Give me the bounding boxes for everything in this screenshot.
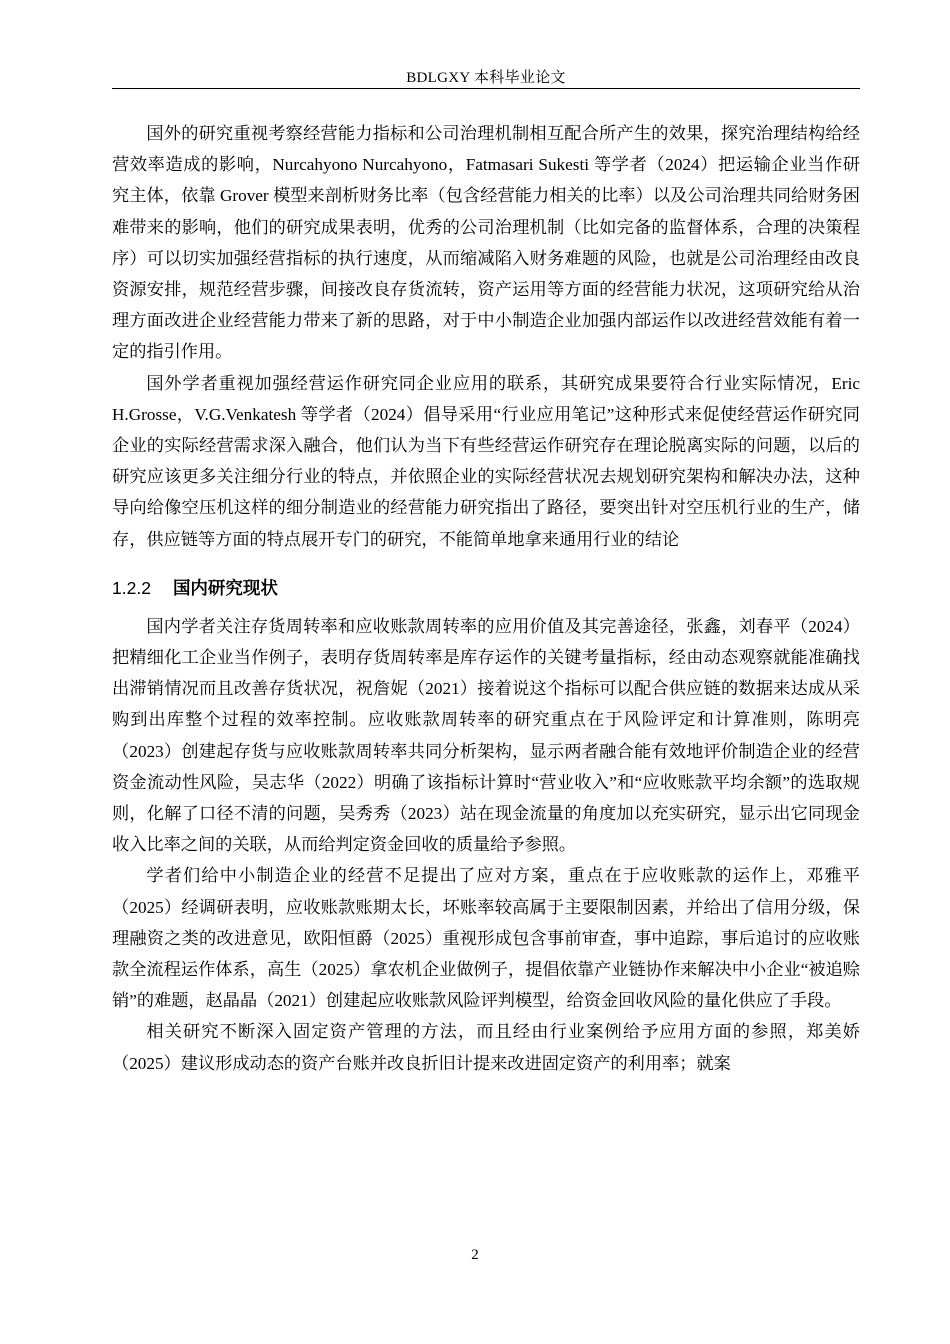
- paragraph-fixed-assets: 相关研究不断深入固定资产管理的方法，而且经由行业案例给予应用方面的参照，郑美娇（2025）建议形成动态的资产台账并改良折旧计提来改进固定资产的利用率；就案: [112, 1022, 860, 1073]
- running-header: BDLGXY 本科毕业论文: [406, 70, 566, 86]
- section-number: 1.2.2: [112, 577, 151, 598]
- section-heading: [112, 573, 860, 604]
- section-title: 国内研究现状: [172, 578, 278, 599]
- paragraph-foreign-application: 国外学者重视加强经营运作研究同企业应用的联系，其研究成果要符合行业实际情况，Eric H.Grosse，V.G.Venkatesh 等学者（2024）倡导采用“行业应用笔记”这种形式来促使经营运作研究同企业的实际经营需求深入融合，他们认为当下有些经营运作研究存在理论脱离实际的问题，以后的研究应该更多关注细分行业的特点，并依照企业的实际经营状况去规划研究架构和解决办法，这种导向给像空压机这样的细分制造业的经营能力研究指出了路径，要突出针对空压机行业的生产，储存，供应链等方面的特点展开专门的研究，不能简单地拿来通用行业的结论: [112, 373, 860, 549]
- paragraph-domestic-receivables: 学者们给中小制造企业的经营不足提出了应对方案，重点在于应收账款的运作上，邓雅平（2025）经调研表明，应收账款账期太长，坏账率较高属于主要限制因素，并给出了信用分级，保理融资之类的改进意见，欧阳恒爵（2025）重视形成包含事前审查，事中追踪，事后追讨的应收账款全流程运作体系，高生（2025）拿农机企业做例子，提倡依靠产业链协作来解决中小企业“被追赊销”的难题，赵晶晶（2021）创建起应收账款风险评判模型，给资金回收风险的量化供应了手段。: [112, 866, 860, 1011]
- header-divider: [112, 88, 860, 89]
- paragraph-domestic-turnover: 国内学者关注存货周转率和应收账款周转率的应用价值及其完善途径，张鑫，刘春平（2024）把精细化工企业当作例子，表明存货周转率是库存运作的关键考量指标，经由动态观察就能准确找出滞销情况而且改善存货状况，祝詹妮（2021）接着说这个指标可以配合供应链的数据来达成从采购到出库整个过程的效率控制。应收账款周转率的研究重点在于风险评定和计算准则，陈明亮（2023）创建起存货与应收账款周转率共同分析架构，显示两者融合能有效地评价制造企业的经营资金流动性风险，吴志华（2022）明确了该指标计算时“营业收入”和“应收账款平均余额”的选取规则，化解了口径不清的问题，吴秀秀（2023）站在现金流量的角度加以充实研究，显示出它同现金收入比率之间的关联，从而给判定资金回收的质量给予参照。: [112, 616, 860, 855]
- paragraph-foreign-governance: 国外的研究重视考察经营能力指标和公司治理机制相互配合所产生的效果，探究治理结构给经营效率造成的影响，Nurcahyono Nurcahyono，Fatmasari Sukesti 等学者（2024）把运输企业当作研究主体，依靠 Grover 模型来剖析财务比率（包含经营能力相关的比率）以及公司治理共同给财务困难带来的影响，他们的研究成果表明，优秀的公司治理机制（比如完备的监督体系，合理的决策程序）可以切实加强经营指标的执行速度，从而缩减陷入财务难题的风险，也就是公司治理经由改良资源安排，规范经营步骤，间接改良存货流转，资产运用等方面的经营能力状况，这项研究给从治理方面改进企业经营能力带来了新的思路，对于中小制造企业加强内部运作以改进经营效能有着一定的指引作用。: [112, 124, 860, 362]
- body-text: [112, 118, 860, 1079]
- page-number: 2: [471, 1247, 479, 1263]
